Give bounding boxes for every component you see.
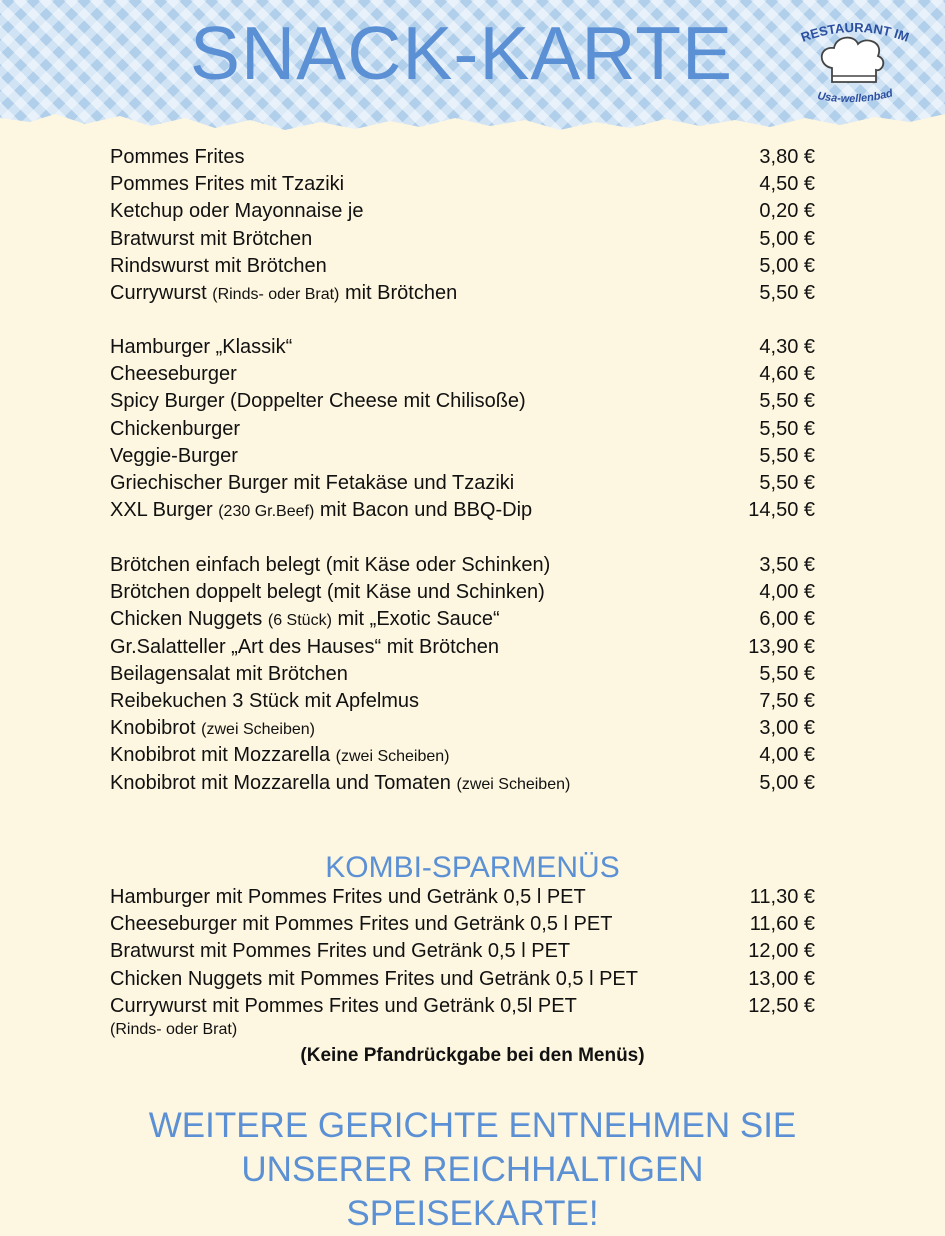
menu-item-price: 6,00 € (759, 608, 815, 631)
menu-item (110, 715, 815, 742)
menu-item-text: mit „Exotic Sauce“ (331, 608, 500, 631)
menu-item-text: (zwei Scheiben) (201, 721, 315, 739)
menu-item-name (110, 472, 514, 494)
menu-item-text: Currywurst (110, 281, 213, 304)
menu-section-burger (110, 334, 815, 524)
menu-item-price: 3,50 € (759, 554, 815, 576)
menu-item-text: Bratwurst mit Brötchen (110, 227, 313, 250)
menu-item-text: Hamburger „Klassik“ (110, 336, 293, 358)
menu-item-text: Bratwurst mit Pommes Frites und Getränk 0,5 l PET (110, 940, 571, 963)
menu-item (110, 688, 815, 715)
menu-item-price: 5,50 € (759, 444, 815, 467)
footer-note (0, 1104, 945, 1236)
menu-item-price: 13,90 € (748, 635, 815, 658)
chef-hat-icon (822, 38, 884, 82)
menu-item (110, 634, 815, 661)
menu-item-text: Knobibrot mit Mozzarella (110, 744, 336, 767)
pfand-note: (Keine Pfandrückgabe bei den Menüs) (300, 1045, 645, 1066)
menu-item-text: Pommes Frites (110, 146, 245, 168)
menu-item-name (110, 608, 500, 630)
menu-item-price: 4,30 € (759, 336, 815, 358)
menu-item (110, 770, 815, 797)
menu-section-kombi (110, 884, 815, 1020)
menu-item-text: Chicken Nuggets (110, 608, 268, 631)
menu-item-name (110, 636, 499, 658)
menu-item (110, 661, 815, 688)
menu-item (110, 280, 815, 307)
menu-item (110, 742, 815, 769)
menu-item-text: (6 Stück) (267, 612, 332, 630)
menu-item (110, 911, 815, 938)
menu-item-price: 5,50 € (759, 281, 815, 304)
menu-item-price: 5,50 € (759, 417, 815, 440)
menu-item-price: 4,60 € (759, 363, 815, 386)
menu-item (110, 579, 815, 606)
menu-item (110, 171, 815, 198)
menu-item-name (110, 717, 315, 739)
menu-item-text: (zwei Scheiben) (335, 748, 450, 766)
menu-item-price: 5,50 € (759, 471, 815, 494)
footer-line: WEITERE GERICHTE ENTNEHMEN SIE (148, 1106, 797, 1145)
menu-section-snacks (110, 144, 815, 307)
menu-item-text: Hamburger mit Pommes Frites und Getränk 0,5 l PET (110, 886, 586, 908)
menu-item (110, 253, 815, 280)
menu-item (110, 416, 815, 443)
menu-item-name (110, 663, 348, 685)
menu-item-text: oder (415, 554, 456, 576)
menu-item-price: 5,00 € (759, 227, 815, 250)
menu-item-name (110, 390, 526, 412)
footer-line: SPEISEKARTE! (346, 1194, 599, 1233)
menu-item (110, 388, 815, 415)
menu-item-price: 4,50 € (759, 173, 815, 196)
menu-item-text: Beilagensalat mit Brötchen (110, 662, 348, 685)
menu-item-text: Knobibrot (110, 717, 202, 740)
logo-bottom-text: Usa-wellenbad (816, 87, 895, 106)
currywurst-sub-note: (Rinds- oder Brat) (110, 1021, 238, 1038)
menu-item (110, 144, 815, 171)
menu-item-price: 5,00 € (759, 254, 815, 277)
menu-item-price: 0,20 € (759, 200, 815, 223)
menu-section-broetchen (110, 552, 815, 797)
menu-item-text: Currywurst mit Pommes Frites und Getränk 0,5l PET (110, 994, 577, 1017)
menu-item-text: Cheeseburger (110, 363, 237, 386)
menu-item-price: 13,00 € (748, 967, 815, 990)
menu-item-price: 4,00 € (759, 744, 815, 767)
menu-item-name (110, 940, 570, 962)
menu-item-name (110, 336, 292, 358)
svg-text:Usa-wellenbad (816, 87, 894, 105)
menu-item-text: Brötchen einfach belegt (mit Käse (110, 554, 416, 576)
menu-item (110, 470, 815, 497)
menu-item-text: und (416, 581, 451, 604)
menu-item (110, 497, 815, 524)
menu-item-name (110, 363, 237, 385)
menu-item (110, 966, 815, 993)
page-title: SNACK-KARTE (190, 11, 734, 95)
menu-item-text: Pommes Frites mit Tzaziki (110, 173, 345, 196)
menu-item-text: Ketchup oder Mayonnaise je (110, 200, 364, 223)
menu-item-text: Veggie-Burger (110, 444, 238, 467)
menu-item-price: 3,00 € (759, 717, 815, 740)
footer-line: UNSERER REICHHALTIGEN (241, 1150, 704, 1189)
logo-top-text: RESTAURANT IM (798, 19, 912, 45)
menu-item (110, 884, 815, 911)
menu-item-text: Spicy Burger (Doppelter Cheese mit Chilisoße) (110, 390, 526, 413)
menu-item-price: 11,30 € (749, 886, 815, 908)
menu-item-name (110, 200, 364, 222)
menu-item-text: Chicken Nuggets mit Pommes Frites und Getränk 0,5 l PET (110, 967, 638, 990)
restaurant-logo (790, 16, 920, 116)
menu-item-price: 4,00 € (759, 581, 815, 604)
menu-item-price: 3,80 € (759, 146, 815, 168)
menu-item-price: 7,50 € (759, 689, 815, 712)
menu-item (110, 993, 815, 1020)
menu-item-price: 11,60 € (749, 913, 815, 936)
menu-item-price: 12,50 € (748, 994, 815, 1017)
menu-item (110, 606, 815, 633)
menu-item-text: Griechischer Burger mit Fetakäse und Tzaziki (110, 471, 515, 494)
menu-item-name (110, 744, 449, 766)
menu-item-text: Schinken) (450, 581, 545, 604)
menu-item-text: mit Bacon und BBQ-Dip (314, 499, 533, 522)
menu-item-text: Knobibrot mit Mozzarella und Tomaten (110, 771, 457, 794)
menu-item-text: (Rinds- oder Brat) (212, 285, 340, 303)
menu-item-price: 5,50 € (759, 390, 815, 413)
menu-item-name (110, 581, 545, 603)
menu-item-text: (zwei Scheiben) (456, 775, 571, 793)
menu-item (110, 938, 815, 965)
menu-item (110, 226, 815, 253)
menu-item-text: Schinken) (455, 554, 551, 576)
menu-item-name (110, 146, 244, 168)
menu-item-name (110, 255, 327, 277)
menu-item-text: Burger (147, 499, 219, 522)
kombi-heading: KOMBI-SPARMENÜS (325, 851, 620, 884)
menu-item (110, 334, 815, 361)
menu-item-text: Reibekuchen 3 Stück mit Apfelmus (110, 689, 420, 712)
menu-item-name (110, 445, 238, 467)
menu-item-text: Chickenburger (110, 417, 241, 440)
menu-item-name (110, 499, 532, 521)
menu-item (110, 443, 815, 470)
menu-item-name (110, 913, 612, 935)
menu-item-name (110, 228, 312, 250)
menu-item (110, 552, 815, 579)
menu-item-name (110, 418, 240, 440)
menu-item (110, 361, 815, 388)
menu-item-name (110, 173, 344, 195)
menu-item-text: XXL (110, 499, 148, 522)
menu-item-name (110, 772, 570, 794)
menu-item-text: Rindswurst mit Brötchen (110, 254, 327, 277)
menu-item-name (110, 690, 419, 712)
menu-item-name (110, 554, 550, 576)
menu-item-text: Gr.Salatteller „Art des Hauses“ mit Brötchen (110, 635, 500, 658)
menu-item-text: Cheeseburger mit Pommes Frites und Getränk 0,5 l PET (110, 913, 613, 936)
menu-item-text: (230 Gr.Beef) (218, 503, 315, 521)
menu-item-price: 14,50 € (748, 499, 815, 522)
menu-item-price: 5,50 € (759, 662, 815, 685)
menu-item-name (110, 282, 457, 304)
menu-item-text: Brötchen doppelt belegt (mit Käse (110, 581, 417, 604)
menu-item-text: mit Brötchen (339, 281, 458, 304)
menu-item-name (110, 995, 577, 1017)
menu-item (110, 198, 815, 225)
menu-item-name (110, 886, 586, 908)
menu-item-name (110, 968, 638, 990)
menu-item-price: 12,00 € (748, 940, 815, 963)
menu-item-price: 5,00 € (759, 771, 815, 794)
